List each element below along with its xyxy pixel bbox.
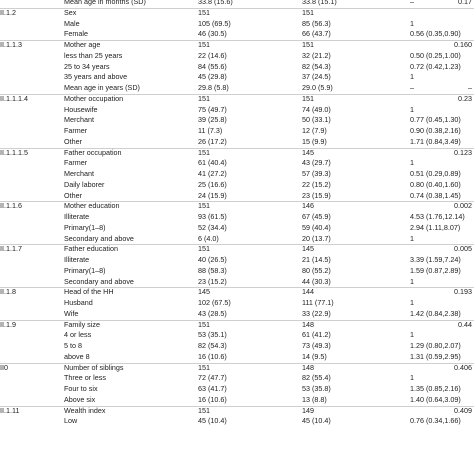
row-divider — [0, 406, 474, 407]
group-a-value: 151 — [198, 93, 210, 103]
p-value: 0.002 — [454, 201, 472, 211]
group-a-value: 39 (25.8) — [198, 115, 227, 125]
group-b-value: 146 — [302, 201, 314, 211]
odds-ratio-value: 1.40 (0.64,3.09) — [410, 394, 461, 404]
variable-label: Farmer — [64, 126, 88, 135]
row-id: II.1.8 — [0, 287, 16, 297]
table-row — [0, 191, 474, 202]
variable-label: Secondary and above — [64, 233, 134, 243]
variable-label: Housewife — [64, 104, 98, 114]
odds-ratio-value: 1 — [410, 373, 414, 383]
table-row — [0, 212, 474, 223]
group-b-value: 144 — [302, 287, 314, 297]
table-row — [0, 105, 474, 116]
variable-label: Other — [64, 190, 82, 200]
table-row — [0, 29, 474, 40]
table-row — [0, 309, 474, 320]
group-a-value: 61 (40.4) — [198, 158, 227, 168]
group-a-value: 25 (16.6) — [198, 179, 227, 189]
odds-ratio-value: 2.94 (1.11,8.07) — [410, 222, 461, 232]
variable-label: Other — [64, 136, 82, 146]
group-a-value: 75 (49.7) — [198, 104, 227, 114]
row-id: II.1.1.7 — [0, 244, 22, 254]
group-a-value: 26 (17.2) — [198, 136, 227, 146]
group-a-value: 82 (54.3) — [198, 341, 227, 350]
odds-ratio-value: – — [410, 83, 414, 92]
group-b-value: 33 (22.9) — [302, 308, 331, 318]
group-a-value: 41 (27.2) — [198, 169, 227, 178]
row-divider — [0, 287, 474, 288]
group-a-value: 24 (15.9) — [198, 190, 227, 200]
odds-ratio-value: 0.72 (0.42,1.23) — [410, 61, 461, 71]
row-divider — [0, 320, 474, 321]
group-a-value: 16 (10.6) — [198, 351, 227, 361]
group-a-value: 33.8 (15.6) — [198, 0, 233, 6]
p-value: 0.123 — [454, 147, 472, 157]
group-a-value: 151 — [198, 147, 210, 157]
odds-ratio-value: – — [410, 0, 414, 6]
group-a-value: 45 (10.4) — [198, 416, 227, 426]
odds-ratio-value: 1 — [410, 158, 414, 168]
variable-label: Primary(1–8) — [64, 222, 106, 232]
table-row — [0, 19, 474, 30]
group-b-value: 151 — [302, 93, 314, 103]
group-b-value: 12 (7.9) — [302, 126, 327, 135]
odds-ratio-value: 0.90 (0.38,2.16) — [410, 126, 461, 135]
table-row — [0, 234, 474, 245]
variable-label: 4 or less — [64, 330, 92, 340]
group-a-value: 151 — [198, 40, 210, 49]
variable-label: Daily laborer — [64, 179, 105, 189]
group-b-value: 151 — [302, 40, 314, 49]
group-b-value: 23 (15.9) — [302, 190, 331, 200]
row-divider — [0, 40, 474, 41]
row-id: II.1.9 — [0, 319, 16, 329]
p-value: 0.193 — [454, 287, 472, 297]
variable-label: Merchant — [64, 169, 94, 178]
variable-label: Father occupation — [64, 147, 122, 157]
p-value: 0.005 — [454, 244, 472, 254]
group-b-value: 43 (29.7) — [302, 158, 331, 168]
odds-ratio-value: 1 — [410, 104, 414, 114]
odds-ratio-value: 0.80 (0.40,1.60) — [410, 179, 461, 189]
odds-ratio-value: 1 — [410, 330, 414, 340]
row-divider — [0, 363, 474, 364]
variable-label: Mother education — [64, 201, 120, 211]
group-b-value: 37 (24.5) — [302, 72, 331, 82]
row-id: II.1.11 — [0, 405, 20, 415]
variable-label: Head of the HH — [64, 287, 114, 297]
group-a-value: 63 (41.7) — [198, 384, 227, 393]
variable-label: Primary(1–8) — [64, 265, 106, 275]
table-row — [0, 94, 474, 105]
odds-ratio-value: 0.74 (0.38,1.45) — [410, 190, 461, 200]
group-a-value: 105 (69.5) — [198, 18, 231, 28]
variable-label: Mother occupation — [64, 93, 124, 103]
row-id: II.1.1.1.4 — [0, 93, 28, 103]
group-b-value: 82 (54.3) — [302, 61, 331, 71]
row-divider — [0, 201, 474, 202]
row-id: II.1.1.3 — [0, 40, 22, 49]
row-id: II0 — [0, 362, 8, 372]
group-b-value: 149 — [302, 405, 314, 415]
variable-label: Three or less — [64, 373, 106, 383]
row-divider — [0, 8, 474, 9]
variable-label: Secondary and above — [64, 276, 134, 286]
row-divider — [0, 94, 474, 95]
odds-ratio-value: 1.35 (0.85,2.16) — [410, 384, 461, 393]
table-row — [0, 395, 474, 406]
p-value: – — [468, 83, 472, 92]
table-row — [0, 384, 474, 395]
odds-ratio-value: 1.31 (0.59,2.95) — [410, 351, 461, 361]
group-b-value: 14 (9.5) — [302, 351, 327, 361]
odds-ratio-value: 1 — [410, 276, 414, 286]
variable-label: Illiterate — [64, 255, 90, 264]
table-row — [0, 416, 474, 427]
group-a-value: 151 — [198, 319, 210, 329]
variable-label: 5 to 8 — [64, 341, 82, 350]
variable-label: less than 25 years — [64, 50, 123, 60]
odds-ratio-value: 1 — [410, 72, 414, 82]
table-row — [0, 255, 474, 266]
odds-ratio-value: 3.39 (1.59,7.24) — [410, 255, 461, 264]
odds-ratio-value: 0.77 (0.45,1.30) — [410, 115, 461, 125]
group-b-value: 73 (49.3) — [302, 341, 331, 350]
odds-ratio-value: 1.29 (0.80,2.07) — [410, 341, 461, 350]
group-b-value: 61 (41.2) — [302, 330, 331, 340]
table-row — [0, 180, 474, 191]
group-a-value: 72 (47.7) — [198, 373, 227, 383]
group-a-value: 84 (55.6) — [198, 61, 227, 71]
p-value: 0.17 — [458, 0, 472, 6]
table-row — [0, 352, 474, 363]
group-b-value: 44 (30.3) — [302, 276, 331, 286]
table-row — [0, 406, 474, 417]
table-row — [0, 0, 474, 8]
group-b-value: 80 (55.2) — [302, 265, 331, 275]
group-a-value: 43 (28.5) — [198, 308, 227, 318]
variable-label: 25 to 34 years — [64, 61, 110, 71]
group-a-value: 52 (34.4) — [198, 222, 227, 232]
group-a-value: 93 (61.5) — [198, 212, 227, 221]
group-b-value: 29.0 (5.9) — [302, 83, 333, 92]
group-a-value: 22 (14.6) — [198, 50, 227, 60]
group-a-value: 88 (58.3) — [198, 265, 227, 275]
group-b-value: 20 (13.7) — [302, 233, 331, 243]
group-b-value: 15 (9.9) — [302, 136, 327, 146]
odds-ratio-value: 0.50 (0.25,1.00) — [410, 50, 461, 60]
table-row — [0, 62, 474, 73]
group-b-value: 13 (8.8) — [302, 394, 327, 404]
group-b-value: 145 — [302, 147, 314, 157]
group-a-value: 40 (26.5) — [198, 255, 227, 264]
group-a-value: 53 (35.1) — [198, 330, 227, 340]
row-divider — [0, 148, 474, 149]
odds-ratio-value: 1 — [410, 298, 414, 307]
group-a-value: 46 (30.5) — [198, 29, 227, 39]
p-value: 0.23 — [458, 93, 472, 103]
variable-label: Farmer — [64, 158, 88, 168]
group-b-value: 111 (77.1) — [302, 298, 334, 307]
group-a-value: 151 — [198, 244, 210, 254]
variable-label: Number of siblings — [64, 362, 124, 372]
table-row — [0, 287, 474, 298]
variable-label: Mother age — [64, 40, 101, 49]
odds-ratio-value: 1 — [410, 18, 414, 28]
variable-label: Male — [64, 18, 80, 28]
table-row — [0, 320, 474, 331]
table-row — [0, 330, 474, 341]
table-row — [0, 169, 474, 180]
variable-label: Mean age in months (SD) — [64, 0, 146, 6]
odds-ratio-value: 0.56 (0.35,0.90) — [410, 29, 461, 39]
group-a-value: 23 (15.2) — [198, 276, 227, 286]
group-b-value: 148 — [302, 362, 314, 372]
table-row — [0, 72, 474, 83]
group-b-value: 151 — [302, 7, 314, 17]
variable-label: Husband — [64, 298, 93, 307]
table-row — [0, 266, 474, 277]
group-a-value: 145 — [198, 287, 210, 297]
group-a-value: 102 (67.5) — [198, 298, 231, 307]
table-row — [0, 115, 474, 126]
odds-ratio-value: 0.76 (0.34,1.66) — [410, 416, 461, 426]
group-b-value: 45 (10.4) — [302, 416, 331, 426]
group-a-value: 151 — [198, 201, 210, 211]
variable-label: Wealth index — [64, 405, 106, 415]
odds-ratio-value: 1.59 (0.87,2.89) — [410, 265, 461, 275]
odds-ratio-value: 1 — [410, 233, 414, 243]
table-row — [0, 341, 474, 352]
group-b-value: 22 (15.2) — [302, 179, 331, 189]
p-value: 0.406 — [454, 362, 472, 372]
group-b-value: 67 (45.9) — [302, 212, 331, 221]
group-a-value: 45 (29.8) — [198, 72, 227, 82]
table-row — [0, 277, 474, 288]
variable-label: Low — [64, 416, 78, 426]
table-row — [0, 244, 474, 255]
group-b-value: 53 (35.8) — [302, 384, 331, 393]
table-row — [0, 83, 474, 94]
row-id: II.1.2 — [0, 7, 16, 17]
odds-ratio-value: 1.42 (0.84,2.38) — [410, 308, 461, 318]
group-a-value: 151 — [198, 405, 210, 415]
variable-label: Four to six — [64, 384, 98, 393]
group-b-value: 21 (14.5) — [302, 255, 331, 264]
row-id: II.1.1.1.5 — [0, 147, 28, 157]
group-a-value: 16 (10.6) — [198, 394, 227, 404]
table-row — [0, 40, 474, 51]
table-row — [0, 158, 474, 169]
p-value: 0.44 — [458, 319, 472, 329]
group-a-value: 151 — [198, 362, 210, 372]
odds-ratio-value: 4.53 (1.76,12.14) — [410, 212, 465, 221]
group-a-value: 6 (4.0) — [198, 233, 219, 243]
group-a-value: 11 (7.3) — [198, 126, 223, 135]
table-row — [0, 51, 474, 62]
table-row — [0, 137, 474, 148]
group-b-value: 59 (40.4) — [302, 222, 331, 232]
group-b-value: 50 (33.1) — [302, 115, 331, 125]
table-row — [0, 363, 474, 374]
variable-label: Female — [64, 29, 88, 39]
variable-label: Mean age in years (SD) — [64, 83, 140, 92]
group-b-value: 145 — [302, 244, 314, 254]
variable-label: Sex — [64, 7, 77, 17]
group-b-value: 85 (56.3) — [302, 18, 331, 28]
variable-label: Merchant — [64, 115, 94, 125]
odds-ratio-value: 0.51 (0.29,0.89) — [410, 169, 461, 178]
odds-ratio-value: 1.71 (0.84,3.49) — [410, 136, 461, 146]
variable-label: 35 years and above — [64, 72, 128, 82]
variable-label: Above six — [64, 394, 96, 404]
group-b-value: 66 (43.7) — [302, 29, 331, 39]
group-a-value: 151 — [198, 7, 210, 17]
group-b-value: 33.8 (15.1) — [302, 0, 337, 6]
group-b-value: 82 (55.4) — [302, 373, 331, 383]
variable-label: Family size — [64, 319, 100, 329]
table-row — [0, 148, 474, 159]
p-value: 0.160 — [454, 40, 472, 49]
variable-label: Illiterate — [64, 212, 90, 221]
variable-label: Wife — [64, 308, 79, 318]
table-row — [0, 373, 474, 384]
table-row — [0, 201, 474, 212]
table-row — [0, 298, 474, 309]
group-b-value: 74 (49.0) — [302, 104, 331, 114]
variable-label: above 8 — [64, 351, 90, 361]
group-b-value: 32 (21.2) — [302, 50, 331, 60]
group-b-value: 57 (39.3) — [302, 169, 331, 178]
table-row — [0, 126, 474, 137]
group-b-value: 148 — [302, 319, 314, 329]
table-row — [0, 223, 474, 234]
variable-label: Father education — [64, 244, 118, 254]
row-divider — [0, 244, 474, 245]
group-a-value: 29.8 (5.8) — [198, 83, 229, 92]
p-value: 0.409 — [454, 405, 472, 415]
table-row — [0, 8, 474, 19]
row-id: II.1.1.6 — [0, 201, 22, 211]
